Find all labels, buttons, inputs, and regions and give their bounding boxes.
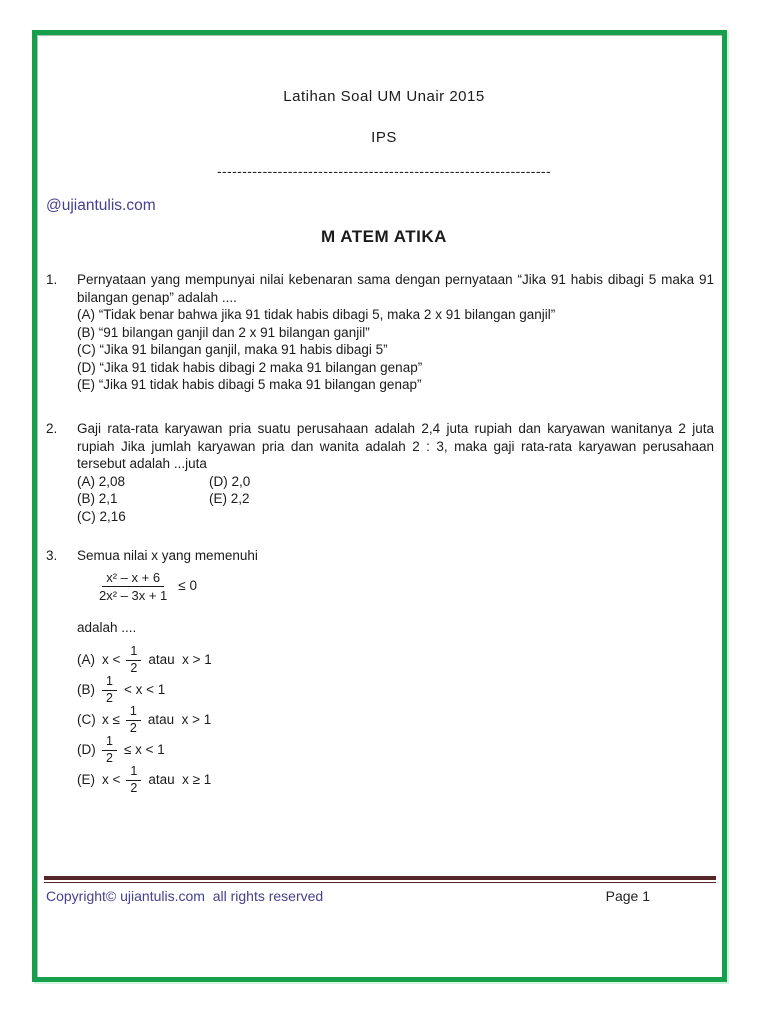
option-c: (C) 2,16 bbox=[77, 508, 126, 524]
fraction bbox=[102, 675, 117, 705]
footer-rule bbox=[44, 876, 716, 883]
copyright-text: Copyright© ujiantulis.com all rights reserved bbox=[46, 888, 324, 904]
fraction-numerator: 1 bbox=[102, 675, 117, 691]
option-c bbox=[77, 705, 714, 735]
fraction bbox=[126, 705, 141, 735]
option-e: (E) 2,2 bbox=[209, 491, 250, 506]
doc-title: Latihan Soal UM Unair 2015 bbox=[283, 88, 485, 105]
option-d: (D) 2,0 bbox=[209, 473, 251, 489]
option-e: (E) “Jika 91 tidak habis dibagi 5 maka 91 bilangan genap” bbox=[77, 377, 422, 392]
question-body bbox=[77, 547, 714, 795]
question-text: Pernyataan yang mempunyai nilai kebenaran sama dengan pernyataan “Jika 91 habis dibagi 5 maka 91 bilangan genap” adalah .... bbox=[77, 272, 714, 305]
fraction bbox=[95, 570, 171, 603]
fraction bbox=[126, 645, 141, 675]
fraction-numerator: 1 bbox=[126, 765, 141, 781]
page-number: Page 1 bbox=[605, 888, 650, 904]
options-row bbox=[77, 490, 714, 508]
fraction-numerator: 1 bbox=[126, 645, 141, 661]
inequality-relation: ≤ 0 bbox=[178, 578, 197, 594]
options-row bbox=[77, 508, 714, 526]
option-b bbox=[77, 675, 714, 705]
option-e bbox=[77, 765, 714, 795]
fraction-denominator: 2 bbox=[130, 780, 138, 795]
question-text-continued: adalah .... bbox=[77, 619, 137, 635]
option-post: atau x ≥ 1 bbox=[148, 772, 212, 788]
option-pre: x < bbox=[102, 652, 121, 668]
option-pre: x ≤ bbox=[102, 712, 120, 728]
option-a: (A) “Tidak benar bahwa jika 91 tidak habis dibagi 5, maka 2 x 91 bilangan ganjil” bbox=[77, 307, 556, 322]
question-text: Gaji rata-rata karyawan pria suatu perusahaan adalah 2,4 juta rupiah dan karyawan wanitanya 2 juta rupiah Jika jumlah karyawan pria dan wanita adalah 2 : 3, maka gaji rata-rata karyawan perusahaan tersebut adalah ...juta bbox=[77, 421, 714, 471]
option-post: < x < 1 bbox=[123, 682, 166, 698]
option-a bbox=[77, 645, 714, 675]
option-label: (D) bbox=[77, 742, 96, 758]
options-grid bbox=[77, 473, 714, 526]
fraction-denominator: 2 bbox=[129, 720, 137, 735]
fraction bbox=[102, 735, 117, 765]
fraction-numerator: 1 bbox=[126, 705, 141, 721]
option-post: ≤ x < 1 bbox=[123, 742, 165, 758]
fraction-denominator: 2 bbox=[130, 660, 138, 675]
option-pre: x < bbox=[102, 772, 121, 788]
question-number: 3. bbox=[46, 548, 58, 563]
doc-subtitle: IPS bbox=[371, 129, 397, 146]
question-body bbox=[77, 420, 714, 525]
fraction-denominator: 2 bbox=[106, 750, 113, 765]
option-label: (A) bbox=[77, 652, 95, 668]
fraction bbox=[126, 765, 141, 795]
question-1 bbox=[46, 271, 714, 394]
options-row bbox=[77, 473, 714, 491]
option-d bbox=[77, 735, 714, 765]
option-label: (C) bbox=[77, 712, 96, 728]
question-3 bbox=[46, 547, 714, 795]
question-body bbox=[77, 271, 714, 394]
option-b: (B) 2,1 bbox=[77, 491, 118, 506]
option-label: (E) bbox=[77, 772, 95, 788]
inequality-expression bbox=[95, 570, 714, 603]
site-watermark: @ujiantulis.com bbox=[46, 197, 156, 214]
fraction-denominator: 2x² – 3x + 1 bbox=[99, 587, 168, 603]
question-number: 1. bbox=[46, 272, 58, 287]
footer bbox=[46, 888, 714, 904]
section-title: M ATEM ATIKA bbox=[321, 227, 447, 246]
option-post: atau x > 1 bbox=[148, 652, 212, 668]
option-c: (C) “Jika 91 bilangan ganjil, maka 91 habis dibagi 5” bbox=[77, 342, 388, 357]
options-list bbox=[77, 306, 714, 394]
question-text: Semua nilai x yang memenuhi bbox=[77, 548, 258, 563]
question-2 bbox=[46, 420, 714, 525]
dashed-divider: ------------------------------------------------------------------ bbox=[216, 163, 552, 179]
option-label: (B) bbox=[77, 682, 95, 698]
option-post: atau x > 1 bbox=[147, 712, 212, 728]
fraction-denominator: 2 bbox=[106, 690, 113, 705]
option-d: (D) “Jika 91 tidak habis dibagi 2 maka 91 bilangan genap” bbox=[77, 359, 423, 375]
option-b: (B) “91 bilangan ganjil dan 2 x 91 bilangan ganjil” bbox=[77, 324, 370, 340]
options-list bbox=[77, 645, 714, 795]
fraction-numerator: x² – x + 6 bbox=[102, 570, 164, 587]
fraction-numerator: 1 bbox=[102, 735, 117, 751]
question-number: 2. bbox=[46, 421, 58, 436]
option-a: (A) 2,08 bbox=[77, 473, 126, 489]
